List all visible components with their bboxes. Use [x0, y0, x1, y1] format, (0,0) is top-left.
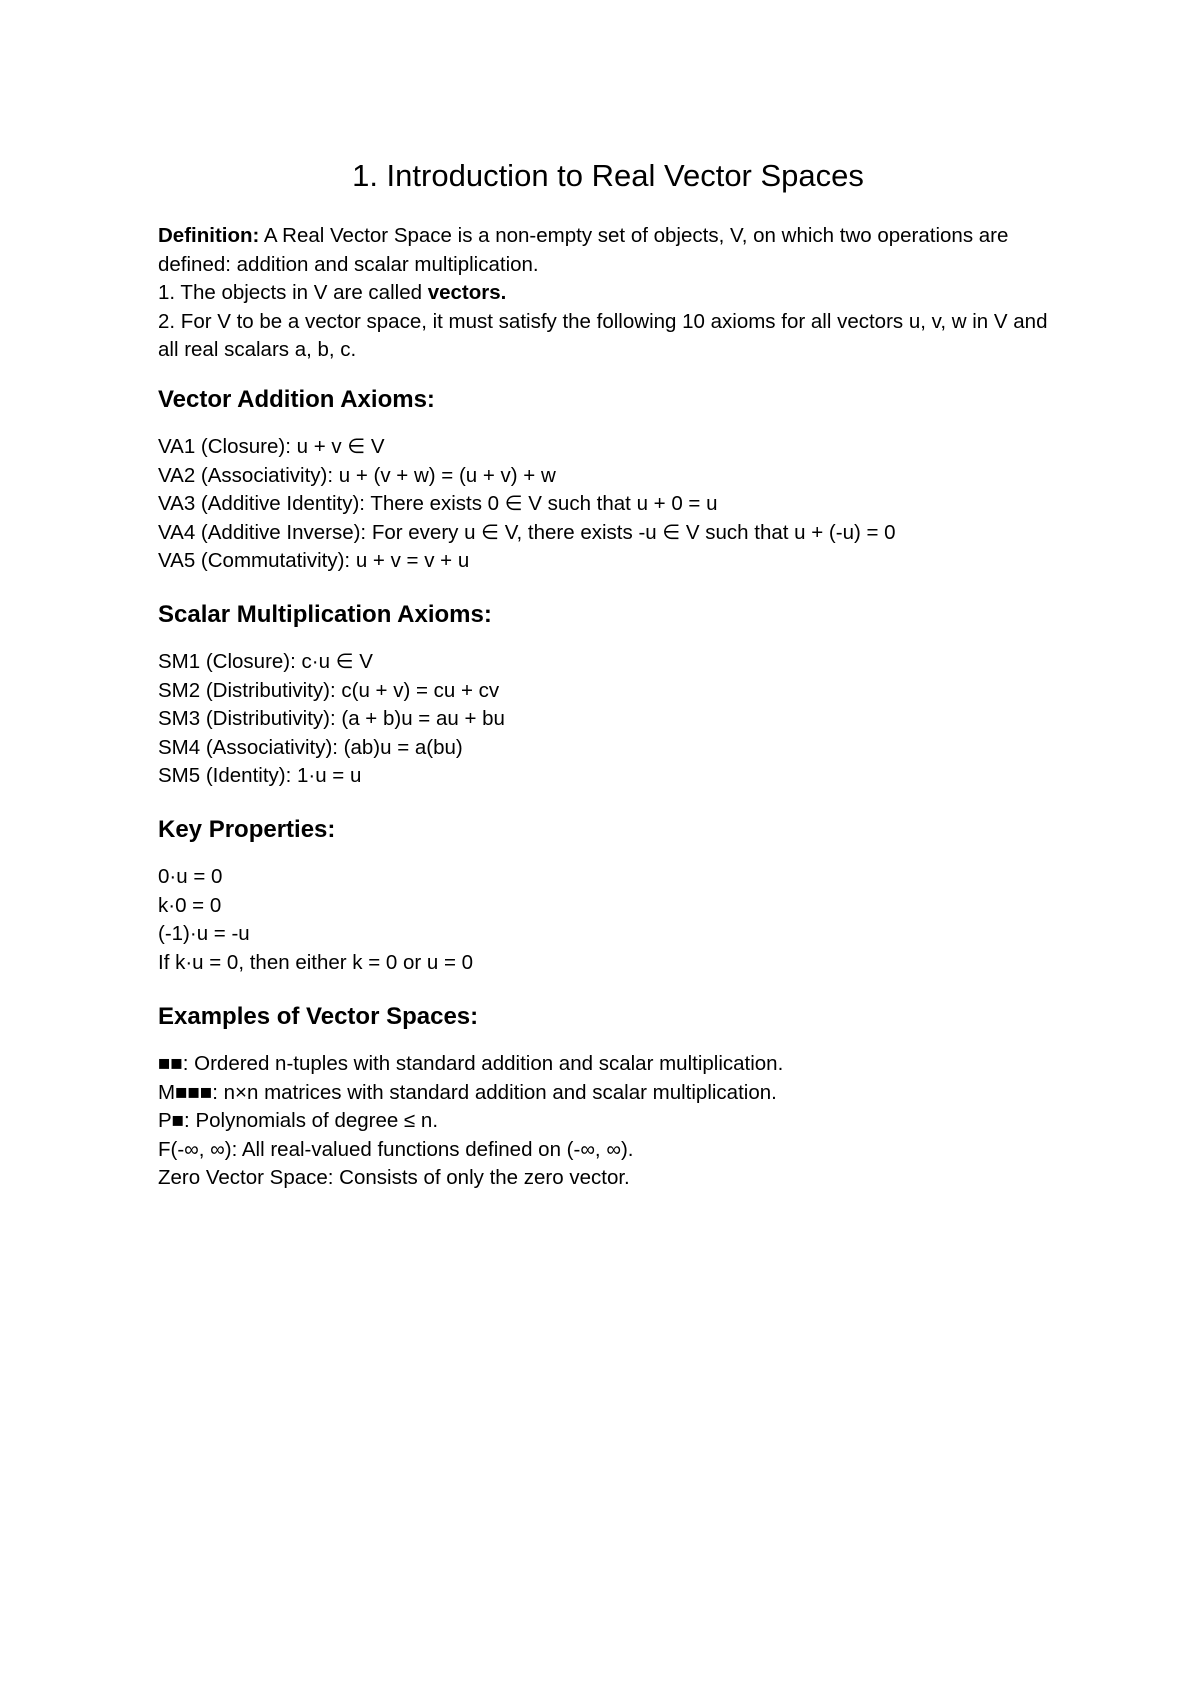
vector-addition-heading: Vector Addition Axioms:	[158, 386, 435, 413]
list-item: P■: Polynomials of degree ≤ n.	[158, 1109, 439, 1132]
list-item: 0·u = 0	[158, 865, 223, 888]
definition-label: Definition:	[158, 224, 260, 247]
list-item: VA2 (Associativity): u + (v + w) = (u + v) + w	[158, 463, 556, 487]
scalar-multiplication-list	[158, 648, 505, 791]
list-item: F(-∞, ∞): All real-valued functions defined on (-∞, ∞).	[158, 1137, 634, 1161]
list-item: SM1 (Closure): c·u ∈ V	[158, 650, 373, 673]
page-title: 1. Introduction to Real Vector Spaces	[352, 158, 864, 193]
list-item: M■■■: n×n matrices with standard addition and scalar multiplication.	[158, 1080, 777, 1104]
key-properties-heading: Key Properties:	[158, 816, 336, 843]
list-item: VA4 (Additive Inverse): For every u ∈ V, there exists -u ∈ V such that u + (-u) = 0	[158, 520, 896, 544]
key-properties-list	[158, 863, 473, 977]
list-item: SM4 (Associativity): (ab)u = a(bu)	[158, 735, 463, 759]
list-item: ■■: Ordered n-tuples with standard addition and scalar multiplication.	[158, 1052, 784, 1075]
definition-point-2: 2. For V to be a vector space, it must satisfy the following 10 axioms for all vectors u, v, w in V and all real scalars a, b, c.	[158, 309, 1048, 361]
definition-block	[158, 222, 1058, 365]
scalar-multiplication-heading: Scalar Multiplication Axioms:	[158, 601, 492, 628]
list-item: SM2 (Distributivity): c(u + v) = cu + cv	[158, 678, 500, 702]
definition-paragraph	[158, 222, 1058, 279]
list-item: Zero Vector Space: Consists of only the zero vector.	[158, 1166, 630, 1189]
vector-addition-list	[158, 433, 896, 576]
list-item: VA5 (Commutativity): u + v = v + u	[158, 549, 470, 572]
definition-point-1	[158, 279, 1058, 308]
list-item: VA3 (Additive Identity): There exists 0 ∈ V such that u + 0 = u	[158, 492, 718, 515]
list-item: SM3 (Distributivity): (a + b)u = au + bu	[158, 707, 505, 730]
list-item: If k·u = 0, then either k = 0 or u = 0	[158, 950, 474, 974]
list-item: VA1 (Closure): u + v ∈ V	[158, 435, 385, 458]
definition-point-1-text: 1. The objects in V are called	[158, 281, 428, 304]
examples-heading: Examples of Vector Spaces:	[158, 1003, 479, 1030]
list-item: SM5 (Identity): 1·u = u	[158, 764, 362, 787]
list-item: (-1)·u = -u	[158, 922, 250, 945]
list-item: k·0 = 0	[158, 893, 222, 917]
examples-list	[158, 1050, 783, 1193]
definition-point-1-bold: vectors.	[427, 281, 507, 304]
definition-text: A Real Vector Space is a non-empty set of objects, V, on which two operations are defined: addition and scalar multiplication.	[158, 224, 1009, 276]
